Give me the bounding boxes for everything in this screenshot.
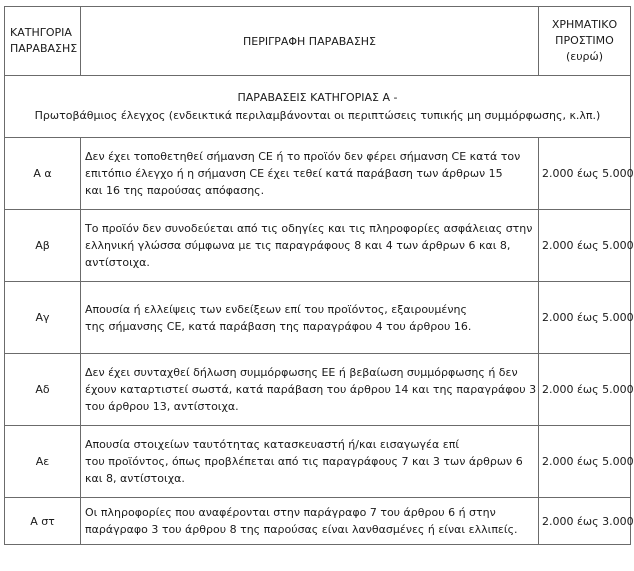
table-row bbox=[5, 138, 631, 210]
category-code: Αγ bbox=[5, 282, 81, 354]
table-row bbox=[5, 210, 631, 282]
fine-amount: 2.000 έως 5.000 bbox=[539, 282, 631, 354]
fine-amount: 2.000 έως 3.000 bbox=[539, 498, 631, 545]
description-line: και 8, αντίστοιχα. bbox=[85, 472, 185, 485]
description-line: επιτόπιο έλεγχο ή η σήμανση CE έχει τεθεί κατά παράβαση των άρθρων 15 bbox=[85, 167, 503, 180]
section-title: ΠΑΡΑΒΑΣΕΙΣ ΚΑΤΗΓΟΡΙΑΣ Α - bbox=[237, 90, 398, 104]
fine-amount: 2.000 έως 5.000 bbox=[539, 210, 631, 282]
description-line: Οι πληροφορίες που αναφέρονται στην παράγραφο 7 του άρθρου 6 ή στην bbox=[85, 506, 496, 519]
header-fine-line2: ΠΡΟΣΤΙΜΟ bbox=[555, 34, 614, 47]
section-heading bbox=[5, 76, 631, 138]
category-code: Αε bbox=[5, 426, 81, 498]
description-line: ελληνική γλώσσα σύμφωνα με τις παραγράφους 8 και 4 των άρθρων 6 και 8, bbox=[85, 239, 511, 252]
violation-description bbox=[81, 426, 539, 498]
category-code: Αδ bbox=[5, 354, 81, 426]
description-line: έχουν καταρτιστεί σωστά, κατά παράβαση του άρθρου 14 και της παραγράφου 3 bbox=[85, 383, 537, 396]
header-fine-line1: ΧΡΗΜΑΤΙΚΟ bbox=[551, 18, 618, 31]
description-line: παράγραφο 3 του άρθρου 8 της παρούσας είναι λανθασμένες ή είναι ελλιπείς. bbox=[85, 523, 518, 536]
table-row bbox=[5, 282, 631, 354]
section-row bbox=[5, 76, 631, 138]
header-category-line1: ΚΑΤΗΓΟΡΙΑ bbox=[10, 26, 72, 39]
header-category-line2: ΠΑΡΑΒΑΣΗΣ bbox=[10, 42, 78, 55]
violation-description bbox=[81, 138, 539, 210]
table-row bbox=[5, 354, 631, 426]
violation-description bbox=[81, 210, 539, 282]
description-line: του προϊόντος, όπως προβλέπεται από τις παραγράφους 7 και 3 των άρθρων 6 bbox=[85, 455, 523, 468]
violation-description bbox=[81, 498, 539, 545]
header-fine bbox=[539, 7, 631, 76]
description-line: Δεν έχει συνταχθεί δήλωση συμμόρφωσης ΕΕ ή βεβαίωση συμμόρφωσης ή δεν bbox=[85, 366, 518, 379]
fine-amount: 2.000 έως 5.000 bbox=[539, 426, 631, 498]
description-line: Απουσία στοιχείων ταυτότητας κατασκευαστή ή/και εισαγωγέα επί bbox=[85, 438, 460, 451]
fine-amount: 2.000 έως 5.000 bbox=[539, 354, 631, 426]
header-fine-line3: (ευρώ) bbox=[565, 50, 604, 63]
table-header-row bbox=[5, 7, 631, 76]
description-line: Δεν έχει τοποθετηθεί σήμανση CE ή το προϊόν δεν φέρει σήμανση CE κατά τον bbox=[85, 150, 521, 163]
category-code: Α στ bbox=[5, 498, 81, 545]
header-description: ΠΕΡΙΓΡΑΦΗ ΠΑΡΑΒΑΣΗΣ bbox=[81, 7, 539, 76]
table-row bbox=[5, 498, 631, 545]
description-line: Το προϊόν δεν συνοδεύεται από τις οδηγίες και τις πληροφορίες ασφάλειας στην bbox=[85, 222, 533, 235]
category-code: Αβ bbox=[5, 210, 81, 282]
violation-description bbox=[81, 354, 539, 426]
description-line: της σήμανσης CE, κατά παράβαση της παραγράφου 4 του άρθρου 16. bbox=[85, 319, 472, 333]
violations-table bbox=[4, 6, 634, 545]
description-line: Απουσία ή ελλείψεις των ενδείξεων επί του προϊόντος, εξαιρουμένης bbox=[85, 302, 467, 316]
category-code: Α α bbox=[5, 138, 81, 210]
section-subtitle: Πρωτοβάθμιος έλεγχος (ενδεικτικά περιλαμβάνονται οι περιπτώσεις τυπικής μη συμμόρφωσης, κ.λπ.) bbox=[34, 108, 601, 122]
table-row bbox=[5, 426, 631, 498]
description-line: και 16 της παρούσας απόφασης. bbox=[85, 184, 265, 197]
fine-amount: 2.000 έως 5.000 bbox=[539, 138, 631, 210]
description-line: αντίστοιχα. bbox=[85, 256, 150, 269]
violation-description bbox=[81, 282, 539, 354]
header-category bbox=[5, 7, 81, 76]
description-line: του άρθρου 13, αντίστοιχα. bbox=[85, 400, 239, 413]
